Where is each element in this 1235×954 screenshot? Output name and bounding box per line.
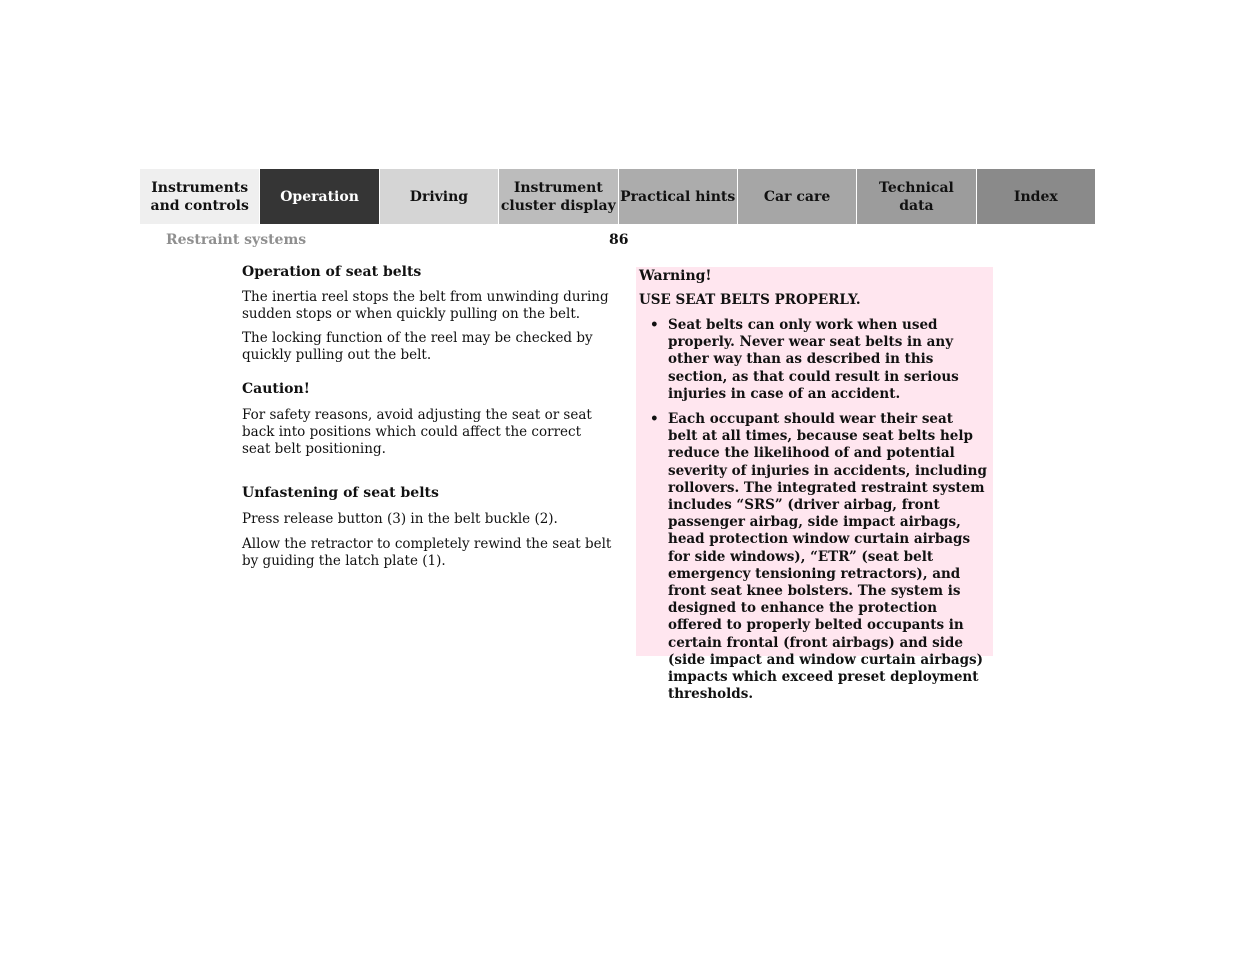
tab-index[interactable]: Index [976, 169, 1095, 224]
warning-box [636, 267, 993, 703]
heading-caution: Caution! [242, 381, 310, 397]
warning-item [636, 317, 993, 403]
warning-item-text: Seat belts can only work when used properly. Never wear seat belts in any other way than as described in this section, as that could result in serious injuries in case of an accident. [668, 317, 959, 402]
page-number: 86 [609, 232, 629, 248]
paragraph-allow-retractor: Allow the retractor to completely rewind the seat belt by guiding the latch plate (1). [242, 536, 612, 569]
tab-operation[interactable]: Operation [259, 169, 378, 224]
heading-operation-of-seat-belts: Operation of seat belts [242, 264, 422, 280]
tab-instrument-cluster-display[interactable]: Instrument cluster display [498, 169, 617, 224]
tab-car-care[interactable]: Car care [737, 169, 856, 224]
left-column [242, 263, 612, 570]
tab-practical-hints[interactable]: Practical hints [618, 169, 737, 224]
chapter-tab-bar [140, 169, 1095, 224]
tab-instruments-and-controls[interactable]: Instruments and controls [140, 169, 259, 224]
paragraph-press-release: Press release button (3) in the belt buckle (2). [242, 511, 558, 527]
bullet-icon: • [650, 317, 659, 333]
paragraph-locking-function: The locking function of the reel may be checked by quickly pulling out the belt. [242, 330, 593, 363]
paragraph-caution: For safety reasons, avoid adjusting the seat or seat back into positions which could affect the correct seat belt positioning. [242, 407, 592, 457]
warning-subtitle: USE SEAT BELTS PROPERLY. [639, 292, 861, 308]
warning-item [636, 411, 993, 703]
paragraph-inertia-reel: The inertia reel stops the belt from unwinding during sudden stops or when quickly pulling on the belt. [242, 289, 609, 322]
warning-item-text: Each occupant should wear their seat belt at all times, because seat belts help reduce the likelihood of and potential severity of injuries in accidents, including rollovers. The integrated restraint system includes “SRS” (driver airbag, front passenger airbag, side impact airbags, head protection window curtain airbags for side windows), “ETR” (seat belt emergency tensioning retractors), and front seat knee bolsters. The system is designed to enhance the protection offered to properly belted occupants in certain frontal (front airbags) and side (side impact and window curtain airbags) impacts which exceed preset deployment thresholds. [668, 411, 987, 703]
tab-technical-data[interactable]: Technical data [856, 169, 975, 224]
warning-list [636, 317, 993, 703]
heading-unfastening-seat-belts: Unfastening of seat belts [242, 485, 439, 501]
bullet-icon: • [650, 411, 659, 428]
section-title: Restraint systems [166, 232, 307, 248]
warning-title: Warning! [639, 268, 712, 284]
tab-driving[interactable]: Driving [379, 169, 498, 224]
